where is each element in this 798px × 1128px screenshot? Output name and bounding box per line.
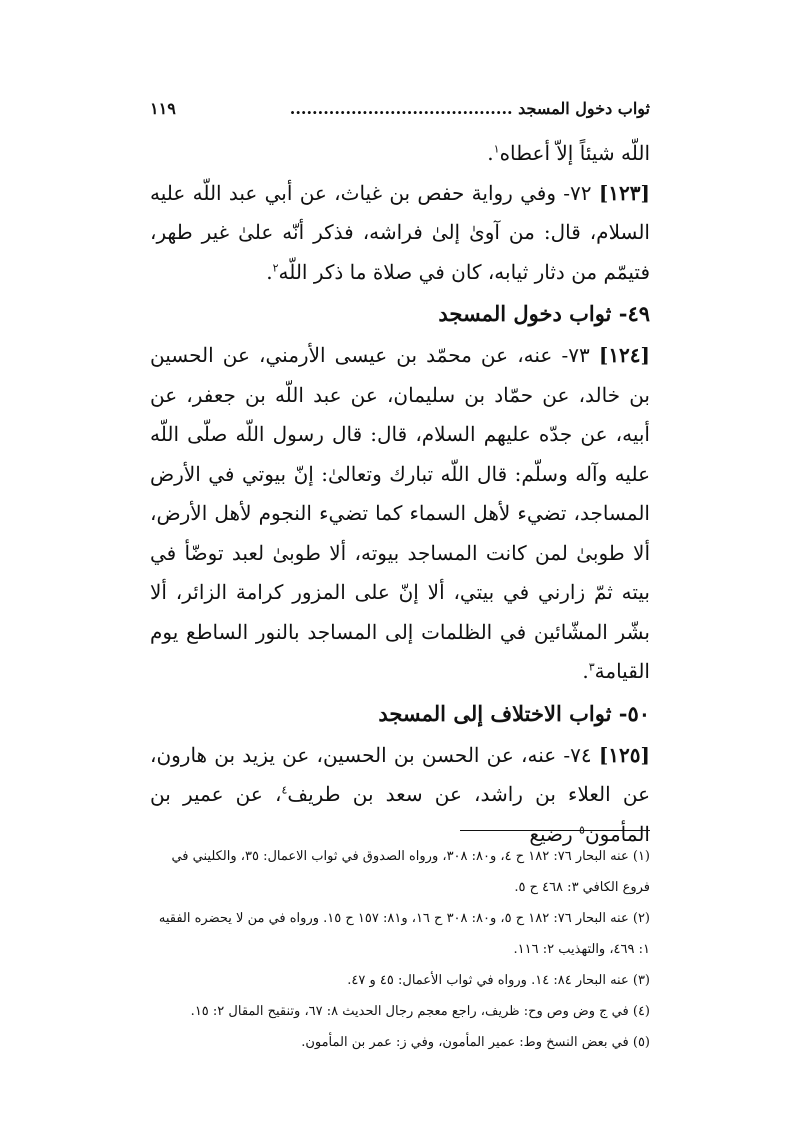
paragraph-continuation: اللّه شيئاً إلاّ أعطاه$^١$. — [487, 141, 650, 165]
footnote-divider — [460, 830, 650, 831]
footnote-3: (٣) عنه البحار ٨٤: ١٤. ورواه في ثواب الأعمال: ٤٥ و ٤٧. — [347, 973, 650, 988]
footnote-5: (٥) في بعض النسخ وط: عمير المأمون، وفي ز: عمر بن المأمون. — [301, 1035, 650, 1050]
paragraph-124: [١٢٤] ٧٣- عنه، عن محمّد بن عيسى الأرمني، عن الحسين بن خالد، عن حمّاد بن سليمان، عن عبد اللّه بن جعفر، عن أبيه، عن جدّه عليهم السلام، قال: قال رسول اللّه صلّى اللّه عليه وآله وسلّم: قال اللّه تبارك وتعالىٰ: إنّ بيوتي في الأرض المساجد، تضيء لأهل السماء كما تضيء النجوم لأهل الأرض، ألا طوبىٰ لمن كانت المساجد بيوته، ألا طوبىٰ لعبد توضّأ في بيته ثمّ زارني في بيتي، ألا إنّ على المزور كرامة الزائر، ألا بشّر المشّائين في الظلمات إلى المساجد بالنور الساطع يوم القيامة$^٣$. — [150, 343, 651, 683]
section-title-50: ٥٠- ثواب الاختلاف إلى المسجد — [378, 700, 650, 726]
footnotes — [150, 830, 650, 1058]
footnote-2: (٢) عنه البحار ٧٦: ١٨٢ ح ٥، و٨٠: ٣٠٨ ح ١٦، و٨١: ١٥٧ ح ١٥. ورواه في من لا يحضره الفقيه ١: ٤٦٩، والتهذيب ٢: ١١٦. — [158, 911, 650, 957]
footnote-ref: ٣ — [588, 660, 595, 674]
footnote-4: (٤) في ج وض وص وح: ظريف، راجع معجم رجال الحديث ٨: ٦٧، وتنقيح المقال ٢: ١٥. — [190, 1004, 650, 1019]
hadith-number: [١٢٥] — [598, 742, 650, 767]
running-header — [150, 98, 650, 120]
running-header-dots: ........................................ — [289, 99, 513, 118]
paragraph-125: [١٢٥] ٧٤- عنه، عن الحسن بن الحسين، عن يزيد بن هارون، عن العلاء بن راشد، عن سعد بن طريف$^٤$، عن عمير بن المأمون$^٥$ رضيع — [150, 742, 651, 846]
hadith-number: [١٢٤] — [598, 343, 651, 367]
main-text — [150, 134, 650, 854]
page-number: ١١٩ — [150, 99, 176, 118]
page — [150, 98, 650, 854]
footnote-ref: ٢ — [272, 260, 279, 274]
section-title-49: ٤٩- ثواب دخول المسجد — [438, 301, 650, 326]
paragraph-123: [١٢٣] ٧٢- وفي رواية حفص بن غياث، عن أبي عبد اللّه عليه السلام، قال: من آوىٰ إلىٰ فراشه، فذكر أنّه علىٰ غير طهر، فتيمّم من دثار ثيابه، كان في صلاة ما ذكر اللّه$^٢$. — [150, 180, 650, 284]
footnote-ref: ١ — [493, 142, 500, 156]
hadith-number: [١٢٣] — [598, 180, 650, 205]
footnote-1: (١) عنه البحار ٧٦: ١٨٢ ح ٤، و٨٠: ٣٠٨، ورواه الصدوق في ثواب الاعمال: ٣٥، والكليني في فروع الكافي ٣: ٤٦٨ ح ٥. — [171, 849, 650, 895]
footnote-ref: ٥ — [579, 822, 585, 836]
footnote-ref: ٤ — [281, 783, 288, 797]
running-header-title: ثواب دخول المسجد — [518, 99, 650, 118]
